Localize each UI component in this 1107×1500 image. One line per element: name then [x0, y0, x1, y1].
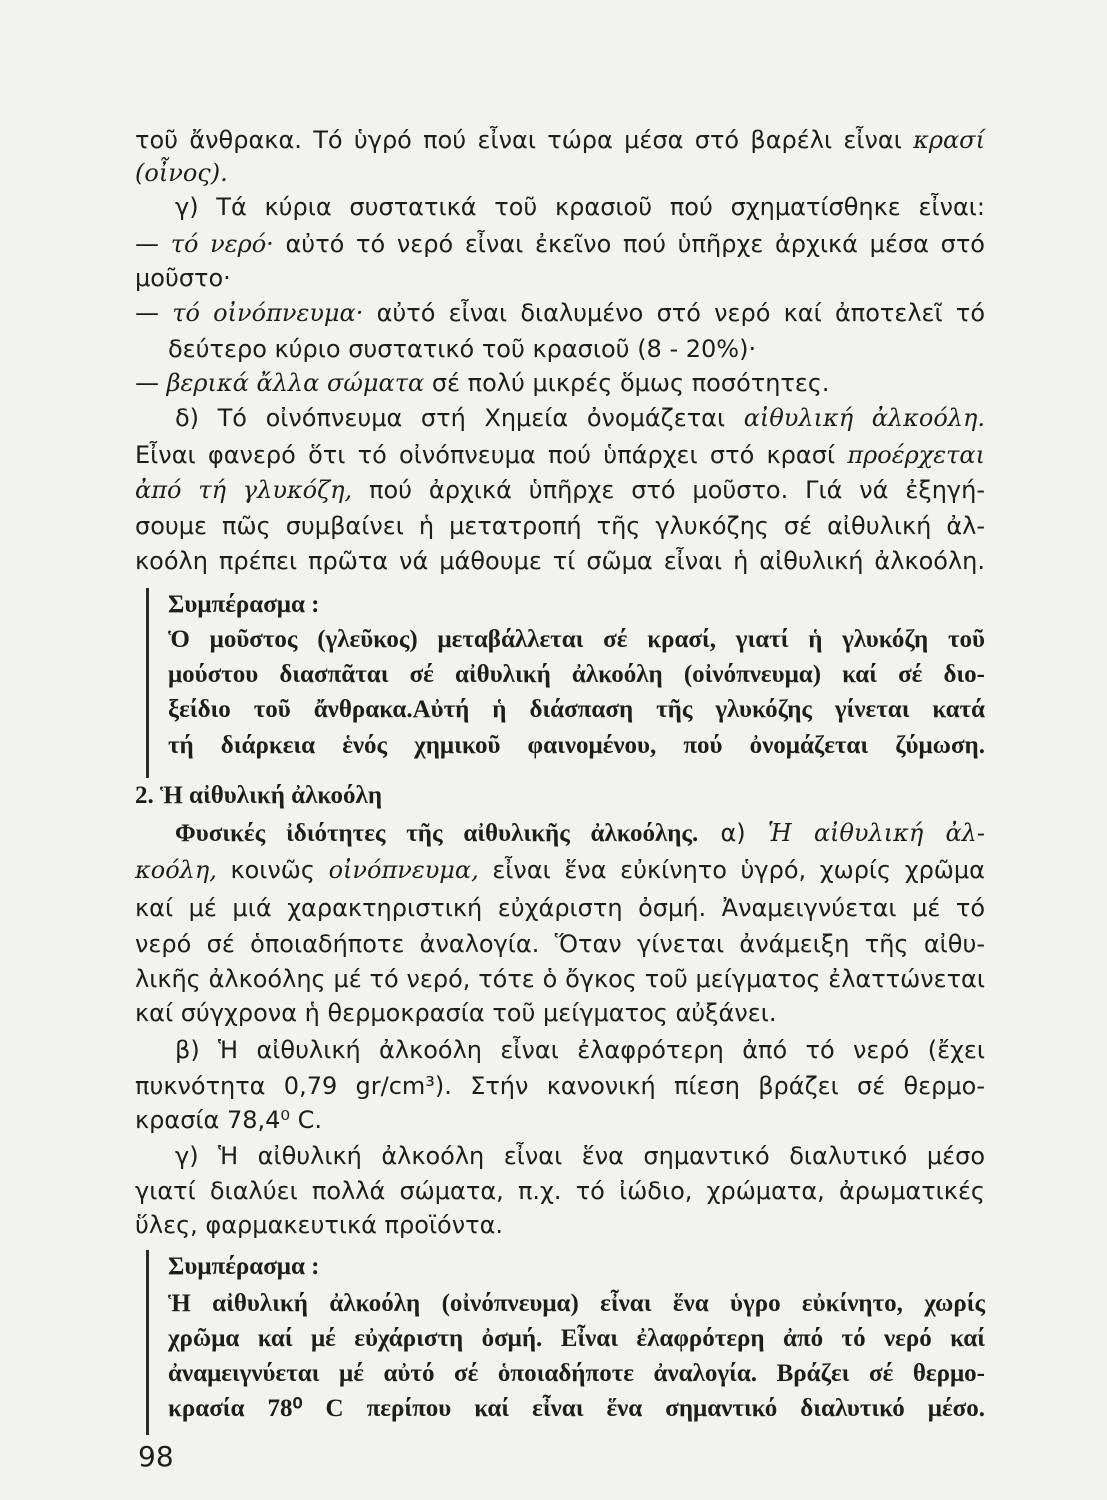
text-line: καί μέ μιά χαρακτηριστική εὐχάριστη ὀσμή. Ἀναμειγνύεται μέ τό	[135, 894, 985, 922]
text-segment: Εἶναι φανερό ὅτι τό οἰνόπνευμα πού ὑπάρχει στό κρασί	[135, 441, 836, 469]
text-line: λικῆς ἀλκοόλης μέ τό νερό, τότε ὁ ὄγκος τοῦ μείγματος ἐλαττώνεται	[135, 965, 985, 993]
italic-term: οἰνόπνευμα,	[328, 856, 479, 884]
text-line: πυκνότητα 0,79 gr/cm³). Στήν κανονική πίεση βράζει σέ θερμο-	[135, 1072, 985, 1100]
italic-term: βερικά ἄλλα σώματα	[166, 369, 425, 397]
conclusion-line: κρασία 78⁰ C περίπου καί εἶναι ἕνα σημαντικό διαλυτικό μέσο.	[168, 1395, 985, 1422]
text-line: κρασία 78,4⁰ C.	[135, 1106, 323, 1134]
bold-term: Φυσικές ἰδιότητες τῆς αἰθυλικῆς ἀλκοόλης.	[175, 820, 699, 847]
italic-term: Ἡ αἰθυλική ἀλ-	[767, 819, 985, 847]
text-line	[135, 229, 985, 259]
italic-term: ἀπό τή γλυκόζη,	[135, 476, 353, 504]
text-segment: δεύτερο κύριο συστατικό τοῦ κρασιοῦ (8 - 20%)·	[168, 335, 757, 363]
text-segment: κοόλη πρέπει πρῶτα νά μάθουμε τί σῶμα εἶναι ἡ αἰθυλική ἀλκοόλη.	[135, 547, 985, 575]
conclusion-line: Ὁ μοῦστος (γλεῦκος) μεταβάλλεται σέ κρασί, γιατί ἡ γλυκόζη τοῦ	[168, 626, 985, 653]
text-line	[135, 440, 985, 470]
text-line	[135, 368, 985, 398]
text-line	[135, 158, 985, 188]
text-segment: δ) Τό οἰνόπνευμα στή Χημεία ὀνομάζεται	[175, 404, 726, 432]
text-line: ὕλες, φαρμακευτικά προϊόντα.	[135, 1211, 504, 1239]
text-segment: κοινῶς	[230, 856, 315, 884]
page-number: 98	[138, 1440, 174, 1473]
text-line	[135, 475, 985, 505]
italic-term: τό νερό·	[170, 230, 274, 258]
italic-term: (οἶνος).	[135, 159, 228, 187]
text-line: νερό σέ ὁποιαδήποτε ἀναλογία. Ὅταν γίνεται ἀνάμειξη τῆς αἰθυ-	[135, 930, 985, 958]
conclusion-title: Συμπέρασμα :	[168, 591, 320, 618]
text-line: γιατί διαλύει πολλά σώματα, π.χ. τό ἰώδιο, χρώματα, ἀρωματικές	[135, 1177, 985, 1205]
dash: —	[135, 369, 159, 397]
italic-term: τό οἰνόπνευμα·	[172, 299, 364, 327]
italic-term: κοόλη,	[135, 856, 217, 884]
text-line: β) Ἡ αἰθυλική ἀλκοόλη εἶναι ἐλαφρότερη ἀπό τό νερό (ἔχει	[175, 1036, 985, 1064]
text-segment: αὐτό τό νερό εἶναι ἐκεῖνο πού ὑπῆρχε ἀρχικά μέσα στό	[285, 230, 985, 258]
text-line	[135, 125, 985, 155]
text-segment: μοῦστο·	[135, 264, 231, 292]
conclusion-line: Ἡ αἰθυλική ἀλκοόλη (οἰνόπνευμα) εἶναι ἕνα ὑγρο εὐκίνητο, χωρίς	[168, 1290, 985, 1317]
text-segment: εἶναι ἕνα εὐκίνητο ὑγρό, χωρίς χρῶμα	[492, 856, 985, 884]
text-line	[175, 192, 985, 222]
text-segment: α)	[720, 819, 746, 847]
text-line	[135, 263, 985, 293]
dash: —	[135, 299, 159, 327]
text-line	[175, 403, 985, 433]
text-line	[135, 855, 985, 885]
text-segment: σουμε πῶς συμβαίνει ἡ μετατροπή τῆς γλυκόζης σέ αἰθυλική ἀλ-	[135, 512, 985, 540]
section-heading: 2. Ἡ αἰθυλική ἀλκοόλη	[135, 782, 383, 809]
italic-term: αἰθυλική ἀλκοόλη.	[743, 404, 985, 432]
conclusion-line: ἀναμειγνύεται μέ αὐτό σέ ὁποιαδήποτε ἀναλογία. Βράζει σέ θερμο-	[168, 1360, 985, 1387]
text-segment: πού ἀρχικά ὑπῆρχε στό μοῦστο. Γιά νά ἐξηγή-	[369, 476, 985, 504]
conclusion-rule	[146, 588, 149, 778]
text-line: καί σύγχρονα ἡ θερμοκρασία τοῦ μείγματος αὐξάνει.	[135, 999, 777, 1027]
text-line	[135, 298, 985, 328]
text-segment: τοῦ ἄνθρακα. Τό ὑγρό πού εἶναι τώρα μέσα στό βαρέλι εἶναι	[135, 126, 902, 154]
text-line: γ) Ἡ αἰθυλική ἀλκοόλη εἶναι ἕνα σημαντικό διαλυτικό μέσο	[175, 1142, 985, 1170]
text-segment: αὐτό εἶναι διαλυμένο στό νερό καί ἀποτελεῖ τό	[376, 299, 986, 327]
conclusion-title: Συμπέρασμα :	[168, 1253, 320, 1280]
dash: —	[135, 230, 159, 258]
conclusion-rule	[146, 1250, 149, 1435]
conclusion-line: τή διάρκεια ἑνός χημικοῦ φαινομένου, πού ὀνομάζεται ζύμωση.	[168, 732, 985, 759]
conclusion-line: ξείδιο τοῦ ἄνθρακα.Αὐτή ἡ διάσπαση τῆς γλυκόζης γίνεται κατά	[168, 696, 985, 723]
conclusion-line: μούστου διασπᾶται σέ αἰθυλική ἀλκοόλη (οἰνόπνευμα) καί σέ διο-	[168, 661, 985, 688]
text-line	[168, 334, 1018, 364]
italic-term: κρασί	[913, 126, 985, 154]
text-line	[135, 511, 985, 541]
text-segment: σέ πολύ μικρές ὅμως ποσότητες.	[431, 369, 830, 397]
text-segment: γ) Τά κύρια συστατικά τοῦ κρασιοῦ πού σχηματίσθηκε εἶναι:	[175, 193, 985, 221]
text-line	[135, 546, 985, 576]
text-line	[175, 818, 985, 849]
italic-term: προέρχεται	[847, 441, 985, 469]
conclusion-line: χρῶμα καί μέ εὐχάριστη ὀσμή. Εἶναι ἐλαφρότερη ἀπό τό νερό καί	[168, 1325, 985, 1352]
